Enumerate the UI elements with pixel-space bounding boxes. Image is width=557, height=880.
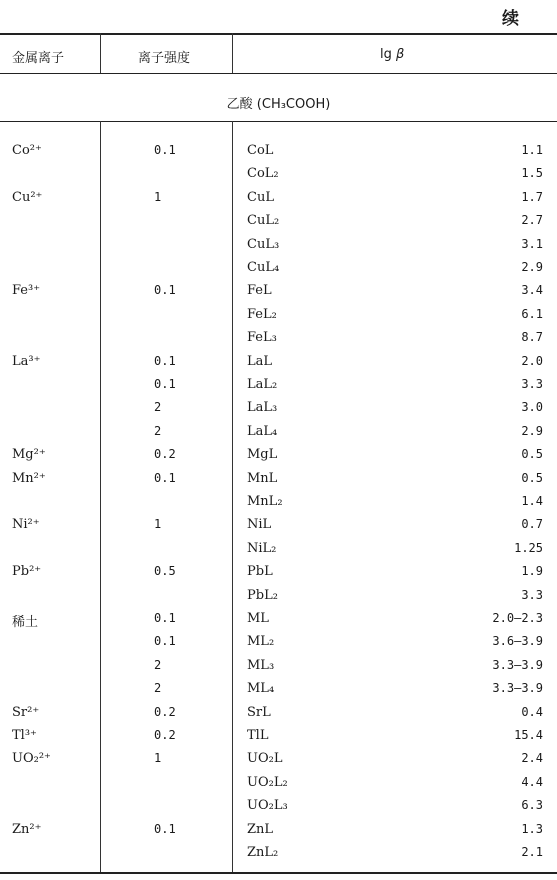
table-row <box>0 400 557 423</box>
species-cell: CuL₃ <box>247 236 280 252</box>
header-divider-2 <box>232 33 233 73</box>
ionic-strength-cell: 0.1 <box>154 283 176 298</box>
species-cell: MnL <box>247 470 278 486</box>
ionic-strength-cell: 2 <box>154 681 162 696</box>
table-row <box>0 751 557 774</box>
metal-ion-cell: Fe³⁺ <box>12 283 41 299</box>
continued-label: 续 <box>502 9 519 29</box>
header-lg-beta <box>380 47 404 62</box>
lg-beta-cell: 1.7 <box>521 189 543 204</box>
lg-beta-cell: 8.7 <box>521 330 543 345</box>
ionic-strength-cell: 0.2 <box>154 728 176 742</box>
species-cell: ZnL <box>247 821 274 837</box>
table-row <box>0 634 557 657</box>
metal-ion-cell: Ni²⁺ <box>12 517 40 533</box>
header-beta: β <box>396 47 405 62</box>
species-cell: CuL <box>247 189 274 205</box>
table-row <box>0 471 557 494</box>
lg-beta-cell: 1.3 <box>521 821 543 836</box>
lg-beta-cell: 15.4 <box>514 728 543 742</box>
lg-beta-cell: 2.0 <box>521 353 543 368</box>
lg-beta-cell: 6.3 <box>521 798 543 813</box>
species-cell: SrL <box>247 704 271 720</box>
ionic-strength-cell: 0.1 <box>154 611 176 625</box>
lg-beta-cell: 2.1 <box>521 845 543 859</box>
species-cell: NiL <box>247 517 272 533</box>
header-lg: lg <box>380 47 392 62</box>
species-cell: ML <box>247 611 269 626</box>
table-row <box>0 705 557 728</box>
table-row <box>0 681 557 704</box>
table-row <box>0 166 557 189</box>
lg-beta-cell: 2.7 <box>521 213 543 228</box>
metal-ion-cell: UO₂²⁺ <box>12 751 51 767</box>
lg-beta-cell: 1.4 <box>521 494 543 508</box>
metal-ion-cell: Sr²⁺ <box>12 704 40 720</box>
species-cell: PbL <box>247 564 273 580</box>
table-row <box>0 517 557 540</box>
species-cell: CuL₄ <box>247 260 280 275</box>
lg-beta-cell: 1.5 <box>521 166 543 181</box>
ionic-strength-cell: 0.1 <box>154 470 176 485</box>
species-cell: CuL₂ <box>247 213 280 229</box>
lg-beta-cell: 6.1 <box>521 306 543 321</box>
table-row <box>0 237 557 260</box>
metal-ion-cell: La³⁺ <box>12 353 41 369</box>
ionic-strength-cell: 0.2 <box>154 704 176 719</box>
metal-ion-cell: Pb²⁺ <box>12 564 42 580</box>
lg-beta-cell: 0.5 <box>521 447 543 462</box>
ionic-strength-cell: 2 <box>154 423 162 438</box>
table-top-rule <box>0 33 557 35</box>
ionic-strength-cell: 1 <box>154 189 162 204</box>
table-row <box>0 775 557 798</box>
species-cell: FeL <box>247 283 272 299</box>
table-row <box>0 190 557 213</box>
species-cell: UO₂L₂ <box>247 774 288 790</box>
table-row <box>0 728 557 751</box>
ionic-strength-cell: 2 <box>154 657 162 672</box>
lg-beta-cell: 0.7 <box>521 517 543 532</box>
table-row <box>0 447 557 470</box>
species-cell: TlL <box>247 728 269 743</box>
metal-ion-cell: Co²⁺ <box>12 143 42 158</box>
species-cell: NiL₂ <box>247 540 277 556</box>
table-row <box>0 564 557 587</box>
table-row <box>0 307 557 330</box>
table-row <box>0 588 557 611</box>
lg-beta-cell: 2.4 <box>521 751 543 766</box>
table-row <box>0 822 557 845</box>
ionic-strength-cell: 0.5 <box>154 564 176 579</box>
table-row <box>0 424 557 447</box>
metal-ion-cell: Cu²⁺ <box>12 189 43 205</box>
lg-beta-cell: 3.1 <box>521 236 543 251</box>
table-row <box>0 658 557 681</box>
lg-beta-cell: 4.4 <box>521 774 543 789</box>
metal-ion-cell: Tl³⁺ <box>12 728 37 743</box>
header-metal-ion: 金属离子 <box>12 51 65 66</box>
lg-beta-cell: 0.5 <box>521 470 543 485</box>
species-cell: UO₂L₃ <box>247 798 288 814</box>
table-row <box>0 260 557 283</box>
ionic-strength-cell: 0.2 <box>154 447 176 462</box>
metal-ion-cell: 稀土 <box>12 615 39 630</box>
lg-beta-cell: 3.3 <box>521 587 543 602</box>
metal-ion-cell: Zn²⁺ <box>12 821 42 837</box>
lg-beta-cell: 2.0—2.3 <box>492 611 543 625</box>
table-row <box>0 798 557 821</box>
species-cell: ML₄ <box>247 681 275 697</box>
species-cell: LaL₄ <box>247 423 278 439</box>
table-row <box>0 541 557 564</box>
table-row <box>0 354 557 377</box>
lg-beta-cell: 2.9 <box>521 260 543 274</box>
species-cell: CoL <box>247 143 274 158</box>
header-divider-1 <box>100 33 101 73</box>
header-ionic-strength: 离子强度 <box>138 51 191 66</box>
table-row <box>0 377 557 400</box>
lg-beta-cell: 3.0 <box>521 400 543 415</box>
species-cell: FeL₃ <box>247 330 277 346</box>
section-title: 乙酸 (CH₃COOH) <box>226 97 331 112</box>
species-cell: LaL₂ <box>247 377 278 392</box>
table-row <box>0 143 557 166</box>
species-cell: CoL₂ <box>247 166 279 182</box>
table-row <box>0 611 557 634</box>
table-row <box>0 283 557 306</box>
lg-beta-cell: 0.4 <box>521 704 543 719</box>
lg-beta-cell: 3.3—3.9 <box>492 657 543 672</box>
species-cell: PbL₂ <box>247 587 278 603</box>
lg-beta-cell: 1.9 <box>521 564 543 579</box>
header-bottom-rule <box>0 73 557 74</box>
species-cell: ZnL₂ <box>247 845 279 860</box>
species-cell: FeL₂ <box>247 306 277 322</box>
metal-ion-cell: Mn²⁺ <box>12 470 46 486</box>
species-cell: MnL₂ <box>247 494 283 509</box>
lg-beta-cell: 1.25 <box>514 540 543 555</box>
ionic-strength-cell: 1 <box>154 751 162 766</box>
ionic-strength-cell: 0.1 <box>154 634 176 649</box>
ionic-strength-cell: 0.1 <box>154 353 176 368</box>
table-row <box>0 845 557 868</box>
lg-beta-cell: 2.9 <box>521 423 543 438</box>
lg-beta-cell: 3.4 <box>521 283 543 298</box>
metal-ion-cell: Mg²⁺ <box>12 447 46 463</box>
ionic-strength-cell: 0.1 <box>154 143 176 157</box>
table-row <box>0 494 557 517</box>
species-cell: LaL <box>247 353 273 369</box>
species-cell: MgL <box>247 447 278 463</box>
section-bottom-rule <box>0 121 557 122</box>
table-row <box>0 213 557 236</box>
ionic-strength-cell: 2 <box>154 400 162 415</box>
lg-beta-cell: 3.3 <box>521 377 543 391</box>
lg-beta-cell: 1.1 <box>521 143 543 157</box>
lg-beta-cell: 3.6—3.9 <box>492 634 543 649</box>
species-cell: ML₂ <box>247 634 275 650</box>
table-row <box>0 330 557 353</box>
ionic-strength-cell: 0.1 <box>154 821 176 836</box>
species-cell: ML₃ <box>247 657 275 673</box>
lg-beta-cell: 3.3—3.9 <box>492 681 543 696</box>
ionic-strength-cell: 1 <box>154 517 162 532</box>
ionic-strength-cell: 0.1 <box>154 377 176 391</box>
species-cell: UO₂L <box>247 751 283 767</box>
table-bottom-rule <box>0 872 557 874</box>
species-cell: LaL₃ <box>247 400 278 416</box>
